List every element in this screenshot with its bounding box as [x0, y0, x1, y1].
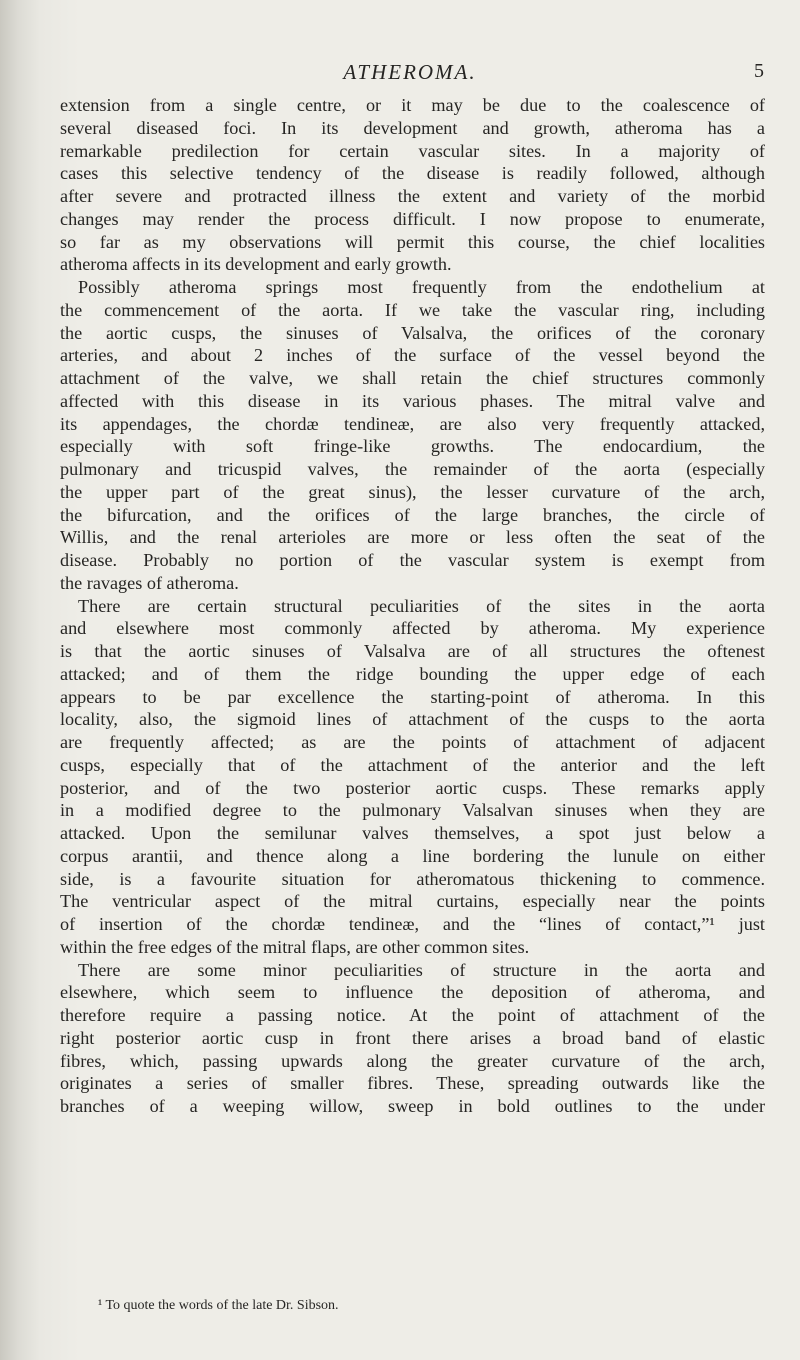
text-line: several diseased foci. In its development and growth, atheroma has a [60, 117, 765, 138]
text-line: arteries, and about 2 inches of the surface of the vessel beyond the [60, 345, 765, 366]
text-line: Willis, and the renal arterioles are more or less often the seat of the [60, 527, 765, 548]
text-line: locality, also, the sigmoid lines of attachment of the cusps to the aorta [60, 709, 765, 730]
text-line: originates a series of smaller fibres. These, spreading outwards like the [60, 1073, 765, 1094]
text-line: within the free edges of the mitral flaps, are other common sites. [60, 936, 530, 957]
text-line: Possibly atheroma springs most frequently from the endothelium at [78, 277, 765, 297]
text-line: There are some minor peculiarities of structure in the aorta and [78, 959, 765, 980]
text-line: atheroma affects in its development and early growth. [60, 254, 452, 275]
text-line: the ravages of atheroma. [60, 572, 239, 593]
text-line: the commencement of the aorta. If we take the vascular ring, including [60, 299, 765, 320]
text-line: the aortic cusps, the sinuses of Valsalva, the orifices of the coronary [60, 322, 765, 343]
text-line: elsewhere, which seem to influence the deposition of atheroma, and [60, 982, 765, 1003]
text-line: disease. Probably no portion of the vascular system is exempt from [60, 550, 765, 570]
text-line: is that the aortic sinuses of Valsalva are of all structures the oftenest [60, 641, 765, 661]
text-line: side, is a favourite situation for atheromatous thickening to commence. [60, 868, 765, 889]
page-number: 5 [754, 60, 764, 82]
text-line: of insertion of the chordæ tendineæ, and the “lines of contact,”¹ just [60, 914, 765, 934]
text-line: the upper part of the great sinus), the lesser curvature of the arch, [60, 481, 765, 502]
text-line: right posterior aortic cusp in front there arises a broad band of elastic [60, 1027, 765, 1048]
text-line: remarkable predilection for certain vascular sites. In a majority of [60, 140, 765, 161]
text-line: attachment of the valve, we shall retain the chief structures commonly [60, 368, 765, 388]
text-line: after severe and protracted illness the extent and variety of the morbid [60, 186, 765, 206]
text-line: attacked. Upon the semilunar valves themselves, a spot just below a [60, 823, 765, 843]
text-line: branches of a weeping willow, sweep in bold outlines to the under [60, 1096, 765, 1116]
text-line: the bifurcation, and the orifices of the large branches, the circle of [60, 504, 765, 525]
text-line: are frequently affected; as are the points of attachment of adjacent [60, 732, 765, 752]
text-line: attacked; and of them the ridge bounding the upper edge of each [60, 663, 765, 684]
text-line: corpus arantii, and thence along a line bordering the lunule on either [60, 845, 765, 866]
text-line: so far as my observations will permit this course, the chief localities [60, 231, 765, 252]
text-line: affected with this disease in its various phases. The mitral valve and [60, 390, 765, 411]
running-title: ATHEROMA. [343, 60, 477, 84]
text-line: cusps, especially that of the attachment of the anterior and the left [60, 754, 765, 775]
text-line: and elsewhere most commonly affected by atheroma. My experience [60, 618, 765, 639]
text-line: extension from a single centre, or it may be due to the coalescence of [60, 95, 765, 115]
text-line: in a modified degree to the pulmonary Valsalvan sinuses when they are [60, 800, 765, 821]
footnote: ¹ To quote the words of the late Dr. Sibson. [98, 1298, 339, 1313]
text-line: its appendages, the chordæ tendineæ, are also very frequently attacked, [60, 413, 765, 434]
text-line: cases this selective tendency of the disease is readily followed, although [60, 163, 765, 184]
text-line: especially with soft fringe-like growths. The endocardium, the [60, 436, 765, 457]
text-line: posterior, and of the two posterior aortic cusps. These remarks apply [60, 777, 765, 798]
text-line: fibres, which, passing upwards along the greater curvature of the arch, [60, 1050, 765, 1071]
text-line: pulmonary and tricuspid valves, the remainder of the aorta (especially [60, 459, 765, 479]
page-header [50, 60, 770, 90]
text-line: There are certain structural peculiarities of the sites in the aorta [78, 595, 765, 616]
text-line: appears to be par excellence the starting-point of atheroma. In this [60, 686, 765, 707]
text-line: therefore require a passing notice. At the point of attachment of the [60, 1005, 765, 1025]
text-line: changes may render the process difficult. I now propose to enumerate, [60, 208, 765, 229]
text-line: The ventricular aspect of the mitral curtains, especially near the points [60, 891, 765, 912]
body-text [60, 94, 765, 1118]
